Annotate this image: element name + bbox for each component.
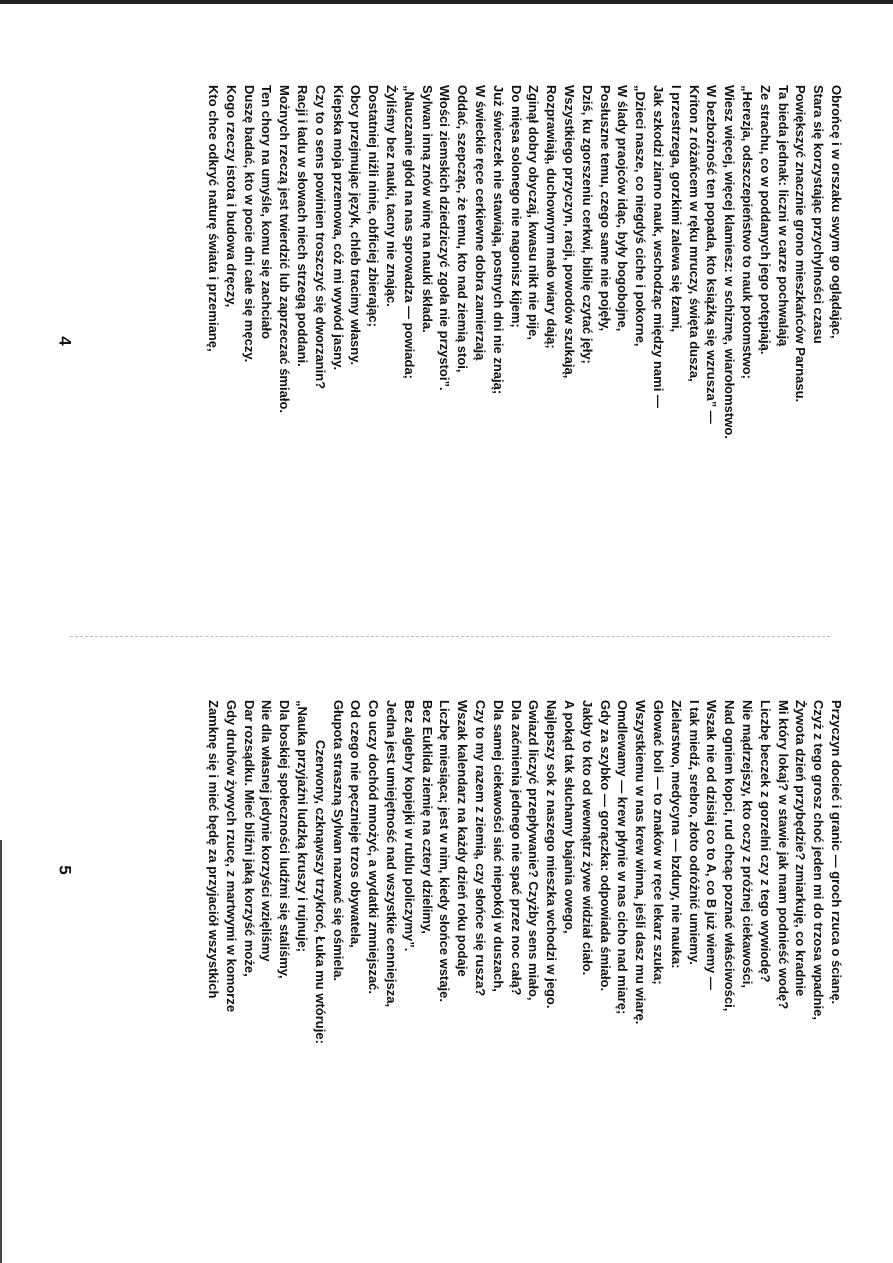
page-number-4: 4 <box>55 336 75 346</box>
poem-line: Wiesz więcej, więcej klamiesz: w schizmę, wiarołomstwo. <box>722 85 738 439</box>
poem-line: Czerwony, czknąwszy trzykroć, Łuka mu wtóruje: <box>312 740 328 1044</box>
poem-line: Od czego nie pęcznieje trzos obywatela, <box>348 700 364 948</box>
poem-line: Ta bieda jednak: liczni w carze pochwalają <box>775 85 791 347</box>
scan-edge-left <box>0 840 2 1263</box>
poem-line: Powiększyć znacznie grono mieszkańców Parnasu. <box>793 85 809 403</box>
poem-line: „Dzieci nasze, co niegdyś ciche i pokorne, <box>633 85 649 347</box>
poem-line: Głupota straszną Sylwan nazwać się ośmiela. <box>330 700 346 982</box>
poem-line: Ze strachu, co w poddanych jego potępiają. <box>757 85 773 355</box>
page-5-text-column <box>204 700 845 1044</box>
poem-line: Do mięsa solonego nie nagonisz kijem; <box>508 85 524 328</box>
poem-line: Gwiazd liczyć przepływanie? Czyżby sens miało, <box>526 700 542 1001</box>
poem-line: Dla boskiej społeczności ludźmi się staliśmy, <box>277 700 293 979</box>
poem-line: Omdlewamy — krew płynie w nas cicho nad miarę; <box>615 700 631 1015</box>
poem-line: Wszak nie od dzisiaj co to A, co B już wiemy — <box>704 700 720 990</box>
poem-line: Nad ogniem kopci, rud chcąc poznać właściwości, <box>722 700 738 1012</box>
poem-line: Włości ziemskich dziedziczyć zgoła nie przystoi”. <box>437 85 453 391</box>
poem-line: Nie mądrzejszy, kto oczy z próżnej ciekawości, <box>740 700 756 989</box>
poem-line: Dla zaćmienia jednego nie spać przez noc całą? <box>508 700 524 996</box>
poem-line: W świeckie ręce cerkiewne dobra zamierzają <box>473 85 489 361</box>
poem-line: Bez algebry kopiejki w rublu policzymy”. <box>401 700 417 952</box>
poem-line: Liczbę beczek z gorzelni czy z tego wywiodę? <box>757 700 773 983</box>
poem-line: Kto chce odkryć naturę świata i przemianę, <box>206 85 222 352</box>
poem-line: Wszystkiemu w nas krew winna, jeśli dasz mu wiarę. <box>633 700 649 1025</box>
poem-line: Czyż z tego grosz choć jeden mi do trzosa wpadnie, <box>811 700 827 1020</box>
poem-line: Bez Euklida ziemię na cztery dzielimy, <box>419 700 435 934</box>
poem-line: Już świeczek nie stawiają, postnych dni nie znają; <box>490 85 506 395</box>
poem-line: Jedna jest umiejętność nad wszystkie cenniejsza, <box>384 700 400 1008</box>
poem-line: Dziś, ku zgorszeniu cerkwi, biblię czytać jęły; <box>579 85 595 364</box>
poem-line: Jakby to kto od wewnątrz żywe widział ciało. <box>579 700 595 976</box>
poem-line: Gdy za szybko — gorączka: odpowiada śmiało. <box>597 700 613 992</box>
poem-line: I tak miedź, srebro, złoto odróżnić umiemy. <box>686 700 702 965</box>
poem-line: Dla samej ciekawości siać niepokój w duszach, <box>490 700 506 992</box>
poem-line: Głować boli — to znaków w ręce lekarz szuka; <box>651 700 667 985</box>
page-fold-line <box>70 636 830 637</box>
poem-line: Najlepszy sok z naszego mieszka wchodzi w jego. <box>544 700 560 1009</box>
poem-line: Dar rozsądku. Mieć bliźni jaką korzyść może, <box>241 700 257 977</box>
poem-line: Kogo rzeczy istota i budowa dręczy, <box>223 85 239 308</box>
poem-line: „Herezja, odszczepieństwo to nauk potomstwo; <box>740 85 756 379</box>
poem-line: Posłuszne temu, czego same nie pojęły, <box>597 85 613 332</box>
poem-line: A pokąd tak słuchamy bajania owego, <box>562 700 578 934</box>
poem-line: Zamknę się i mieć będę za przyjaciół wszystkich <box>206 700 222 999</box>
poem-line: Żyliśmy bez nauki, tacny nie znając. <box>384 85 400 307</box>
poem-line: Żywota dzień przybędzie? zmiarkuję, co kradnie <box>793 700 809 997</box>
poem-line: Gdy druhów żywych rzucę, z martwymi w komorze <box>223 700 239 1013</box>
poem-line: Ten chory na umyśle, komu się zachciało <box>259 85 275 340</box>
poem-line: Racji i ładu w słowach niech strzegą poddani. <box>295 85 311 367</box>
page-4-text-column <box>204 85 845 439</box>
poem-line: Kiepska moja przemowa, cóż mi wywód jasny. <box>330 85 346 371</box>
poem-line: Mi który lokaj? w stawie jak mam podnieść wodę? <box>775 700 791 1010</box>
poem-line: Czy to my razem z ziemią, czy słońce się rusza? <box>473 700 489 997</box>
poem-line: I przestrzega, gorzkimi zalewa się łzami, <box>668 85 684 333</box>
poem-line: Obcy przejmując język, chleb tracimy własny. <box>348 85 364 366</box>
scan-edge-top <box>0 0 893 4</box>
poem-line: Przyczyn docieć i granic — groch rzuca o ścianę. <box>829 700 844 1005</box>
poem-line: Nie dla własnej jedynie korzyści wzięliśmy <box>259 700 275 962</box>
poem-line: „Nauczanie głód na nas sprowadza — powiada; <box>401 85 417 379</box>
page-number-5: 5 <box>55 865 75 875</box>
poem-line: Dostatniej niźli ninie, obficiej zbierając; <box>366 85 382 327</box>
poem-line: Możnych rzeczą jest twierdzić lub zaprzeczać śmiało. <box>277 85 293 413</box>
poem-line: Sylwan inną znów winę na nauki składa. <box>419 85 435 333</box>
poem-line: Oddać, szepcząc, że temu, kto nad ziemią stoi, <box>455 85 471 373</box>
poem-line: W bezbożność ten popada, kto książką się wzrusza” — <box>704 85 720 424</box>
poem-line: Jak szkodzi ziarno nauk, wschodząc między nami — <box>651 85 667 408</box>
poem-line: Stara się korzystając przychylności czasu <box>811 85 827 344</box>
poem-line: Kriton z różańcem w ręku mruczy, święta dusza, <box>686 85 702 382</box>
poem-line: Duszę badać, kto w pocie dni całe się męczy. <box>241 85 257 363</box>
poem-line: „Nauka przyjaźni ludzką kruszy i rujnuje; <box>295 700 311 953</box>
poem-line: Co uczy dochód mnożyć, a wydatki zmniejszać. <box>366 700 382 995</box>
poem-line: Czy to o sens powinien troszczyć się dworzanin? <box>312 85 328 390</box>
poem-line: Wszak kalendarz na każdy dzień roku podaje <box>455 700 471 977</box>
poem-line: W ślady praojców idąc, były bogobojne, <box>615 85 631 332</box>
poem-line: Zginął dobry obyczaj, kwasu nikt nie pije, <box>526 85 542 340</box>
poem-line: Liczbę miesiąca; jest w nim, kiedy słońce wstaje. <box>437 700 453 1003</box>
poem-line: Wszystkiego przyczyn, racji, powodów szukają, <box>562 85 578 379</box>
poem-line: Obrońcę i w orszaku swym go oglądając, <box>829 85 844 339</box>
poem-line: Zielarstwo, medycyna — bzdury, nie nauka: <box>668 700 684 969</box>
poem-line: Rozprawiają, duchownym mało wiary dają; <box>544 85 560 349</box>
